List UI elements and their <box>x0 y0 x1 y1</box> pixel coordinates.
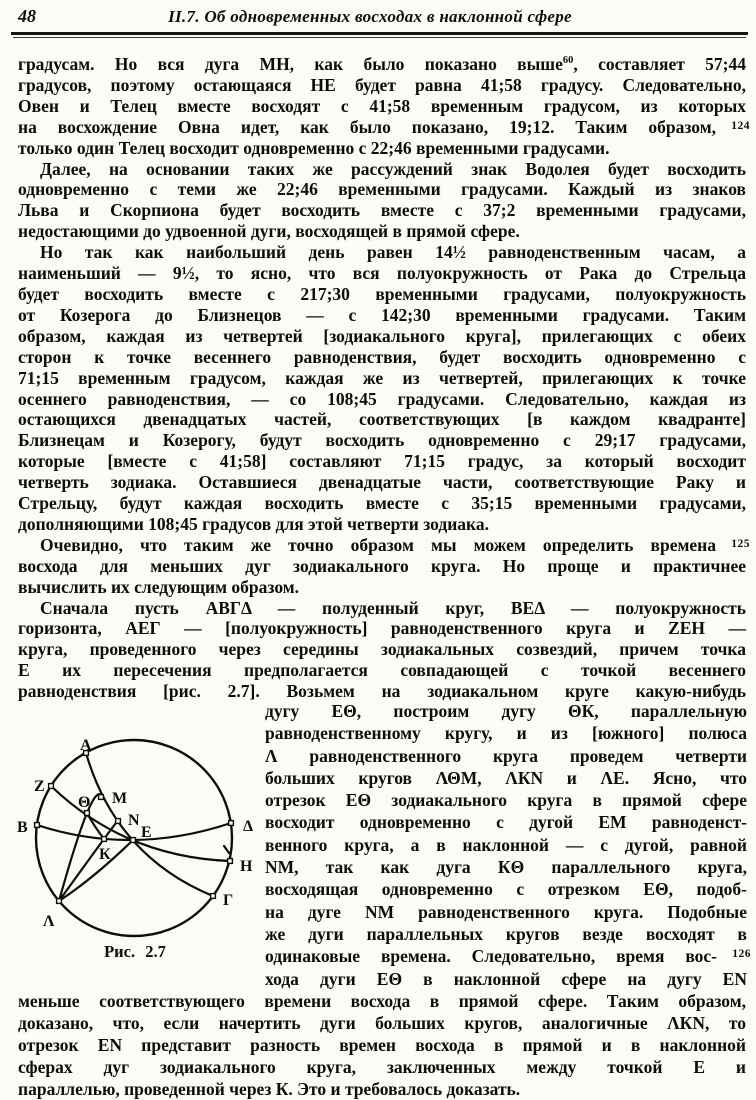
text-line: же дуги параллельных кругов везде восходят в <box>265 923 747 944</box>
text-line: меньше соответствующего времени восхода в прямой сфере. Таким образом, <box>18 991 746 1011</box>
figure-caption: Рис. 2.7 <box>104 942 166 961</box>
margin-page-number: 125 <box>731 537 750 550</box>
point-marker <box>211 894 216 899</box>
point-marker <box>85 811 90 816</box>
text-line: образом, каждая из четвертей [зодиакального круга], прилегающих с обеих <box>18 325 746 346</box>
text-line: недостающими до удвоенной дуги, восходящей в прямой сфере. <box>18 221 520 242</box>
point-label-Е: Е <box>141 824 152 841</box>
text-line: наименьший — 9½, то ясно, что вся полуокружность от Рака до Стрельца <box>18 263 746 284</box>
point-marker <box>102 837 107 842</box>
text-line: которые [вместе с 41;58] составляют 71;15 градус, за который восходит <box>18 451 746 472</box>
text-line: только один Телец восходит одновременно с 22;46 временными градусами. <box>18 137 610 158</box>
text-line: Близнецам и Козерогу, будут восходить одновременно с 29;17 градусами, <box>18 430 746 451</box>
text-line: Е их пересечения предполагается совпадающей с точкой весеннего <box>18 660 746 681</box>
point-marker <box>57 899 62 904</box>
text-line: NМ, так как дуга КΘ параллельного круга, <box>265 857 747 878</box>
text-line: остающихся двенадцатых частей, соответствующих [в каждом квадранте] <box>18 409 746 430</box>
text-line: восходит одновременно с дугой ЕМ равноденст- <box>265 812 747 833</box>
body-text-top-block <box>18 54 750 702</box>
header-rule-thick <box>11 32 748 35</box>
point-label-В: В <box>17 819 28 836</box>
text-line: отрезок ЕΘ зодиакального круга в прямой сфере <box>265 790 747 811</box>
point-label-А: А <box>80 737 92 754</box>
text-line: четверть зодиака. Оставшиеся двенадцатые части, соответствующие Раку и <box>18 472 746 493</box>
text-line: Λ равноденственного круга проведем четверти <box>265 745 747 766</box>
page-number: 48 <box>18 6 36 26</box>
text-line: осеннего равноденствия, — со 108;45 градусами. Следовательно, каждая из <box>18 388 746 409</box>
parallel-arc-TK <box>87 813 104 839</box>
chapter-header-title: II.7. Об одновременных восходах в наклонной сфере <box>168 7 572 26</box>
text-line: восхода для меньших дуг зодиакального круга. Но проще и практичнее <box>18 555 746 576</box>
text-line: Овен и Телец вместе восходят с 41;58 временным градусом, из которых <box>18 95 746 116</box>
text-segment: , составляет 57;44 <box>573 54 746 74</box>
text-line: венного круга, а в наклонной — с дугой, равной <box>265 834 747 855</box>
text-line: 71;15 временным градусом, каждая же из четвертей, прилегающих к точке <box>18 367 746 388</box>
point-label-К: К <box>99 846 111 863</box>
point-marker <box>49 784 54 789</box>
point-marker <box>229 821 234 826</box>
body-text-right-column <box>265 700 751 990</box>
text-line: Но так как наибольший день равен 14½ равноденственным часам, а <box>40 242 746 263</box>
text-line: Очевидно, что таким же точно образом мы можем определить времена 125 <box>40 534 750 555</box>
text-line: хода дуги ЕΘ в наклонной сфере на дугу ЕN <box>265 968 747 989</box>
text-line: одновременно с теми же 22;46 временными градусами. Каждый из знаков <box>18 179 746 200</box>
footnote-ref: 60 <box>562 55 574 66</box>
text-line: восходящая одновременно с отрезком ЕΘ, подоб- <box>265 879 747 900</box>
text-line: параллелью, проведенной через К. Это и требовалось доказать. <box>18 1079 521 1099</box>
body-text-bottom-block <box>18 990 746 1100</box>
point-label-Z: Z <box>34 778 45 795</box>
text-line: дугу ЕΘ, построим дугу ΘК, параллельную <box>265 701 747 721</box>
text-line: на восхождение Овна идет, как было показано, 19;12. Таким образом, 124 <box>18 116 750 137</box>
text-line: сферах дуг зодиакального круга, заключенных между точкой Е и <box>18 1057 746 1077</box>
point-label-Г: Г <box>223 892 234 909</box>
text-line: равноденствия [рис. 2.7]. Возьмем на зодиакальном круге какую-нибудь <box>18 681 746 702</box>
point-marker <box>99 795 104 800</box>
header-rule-thin <box>13 37 746 38</box>
text-line: Стрельцу, будут каждая восходить вместе с 35;15 временными градусами, <box>18 493 746 514</box>
point-label-Н: Н <box>240 858 253 875</box>
text-line: дополняющими 108;45 градусов для этой четверти зодиака. <box>18 513 489 534</box>
point-label-N: N <box>128 812 140 829</box>
margin-page-number: 126 <box>732 948 751 961</box>
text-segment: градусам. Но вся дуга МН, как было показано выше <box>18 54 563 74</box>
point-label-Θ: Θ <box>78 794 91 811</box>
text-line: на дуге NМ равноденственного круга. Подобные <box>265 901 747 922</box>
text-line: градусов, поэтому остающаяся НЕ будет равна 41;58 градусу. Следовательно, <box>18 74 746 95</box>
text-line <box>18 54 746 75</box>
point-label-М: М <box>112 790 128 807</box>
text-line: Сначала пусть АВГΔ — полуденный круг, ВЕΔ — полуокружность <box>40 597 746 618</box>
tick-mark <box>224 846 229 853</box>
text-line: Льва и Скорпиона будет восходить вместе с 37;2 временными градусами, <box>18 200 746 221</box>
point-label-Δ: Δ <box>243 818 254 835</box>
text-line: доказано, что, если начертить дуги больших кругов, аналогичные ΛКN, то <box>18 1013 746 1033</box>
text-line: вычислить их следующим образом. <box>18 576 300 597</box>
figure-2-7-diagram <box>10 715 265 975</box>
point-label-Λ: Λ <box>43 913 55 930</box>
text-line: одинаковые времена. Следовательно, время вос- 126 <box>265 946 751 967</box>
point-marker <box>116 819 121 824</box>
point-marker <box>35 823 40 828</box>
text-line: равноденственному кругу, и из [южного] полюса <box>265 723 747 744</box>
text-line: Далее, на основании таких же рассуждений знак Водолея будет восходить <box>40 158 746 179</box>
text-line: отрезок ЕN представит разность времен восхода в прямой и в наклонной <box>18 1035 746 1055</box>
point-marker <box>228 859 233 864</box>
text-line: горизонта, АЕГ — [полуокружность] равноденственного круга и ZЕН — <box>18 618 746 639</box>
point-marker <box>131 838 136 843</box>
text-line: сторон к точке весеннего равноденствия, будет восходить одновременно с <box>18 346 746 367</box>
text-line: круга, проведенного через середины зодиакальных созвездий, причем точка <box>18 639 746 660</box>
text-line: больших кругов ΛΘМ, ΛКN и ΛЕ. Ясно, что <box>265 767 747 788</box>
margin-page-number: 124 <box>731 119 750 132</box>
text-line: от Козерога до Близнецов — с 142;30 временными градусами. Таким <box>18 304 746 325</box>
text-line: будет восходить вместе с 217;30 временными градусами, полуокружность <box>18 283 746 304</box>
